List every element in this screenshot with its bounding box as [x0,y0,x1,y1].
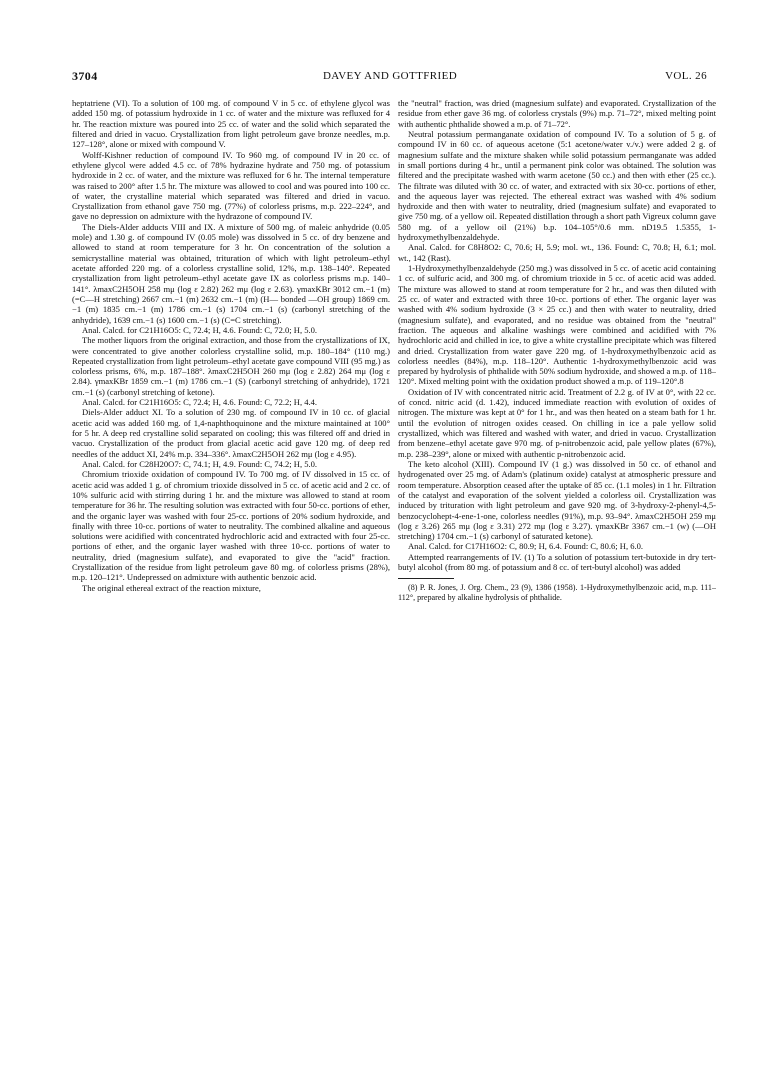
paragraph: Anal. Calcd. for C8H8O2: C, 70.6; H, 5.9; mol. wt., 136. Found: C, 70.8; H, 6.1; mol. wt., 142 (Rast). [398,242,716,263]
paragraph: The original ethereal extract of the reaction mixture, [82,582,261,593]
right-column [398,98,716,1058]
left-column [72,98,390,1058]
footnote: (8) P. R. Jones, J. Org. Chem., 23 (9), 1386 (1958). 1-Hydroxymethylbenzoic acid, m.p. 111–112°, prepared by alkaline hydrolysis of phthalide. [398,583,716,603]
paragraph: Neutral potassium permanganate oxidation of compound IV. To a solution of 5 g. of compound IV in 60 cc. of aqueous acetone (5:1 acetone/water v./v.) were added 2 g. of magnesium sulfate and the mixture shaken while solid potassium permanganate was added in small portions during 4 hr., until a permanent pink color was obtained. The solution was filtered and the precipitate washed with warm acetone (50 cc.) and then with ether (25 cc.). The filtrate was diluted with 30 cc. of water, and extracted with six 30-cc. portions of ether, and the aqueous layer was rejected. The ethereal extract was washed with 4% sodium hydroxide and then with water to neutrality, dried (magnesium sulfate) and evaporated to give 750 mg. of a yellow oil. Repeated distillation through a short path Vigreux column gave 580 mg. of a yellow oil (21%) b.p. 104–105°/0.6 mm. nD19.5 1.5355, 1-hydroxymethylbenzaldehyde. [398,128,716,243]
paragraph: Anal. Calcd. for C21H16O5: C, 72.4; H, 4.6. Found: C, 72.2; H, 4.4. [82,397,318,408]
running-head: DAVEY AND GOTTFRIED [322,70,458,82]
paragraph: Anal. Calcd. for C17H16O2: C, 80.9; H, 6.4. Found: C, 80.6; H, 6.0. [408,541,644,552]
paragraph: Attempted rearrangements of IV. (1) To a solution of potassium tert-butoxide in dry tert-butyl alcohol (from 80 mg. of potassium and 8 cc. of tert-butyl alcohol) was added [398,551,716,573]
paragraph: Anal. Calcd. for C21H16O5: C, 72.4; H, 4.6. Found: C, 72.0; H, 5.0. [82,324,318,335]
paragraph: Oxidation of IV with concentrated nitric acid. Treatment of 2.2 g. of IV at 0°, with 22 cc. of concd. nitric acid (d. 1.42), induced immediate reaction with evolution of oxides of nitrogen. The mixture was kept at 0° for 1 hr., and was then heated on a steam bath for 1 hr. until the evolution of nitrogen oxides ceased. On chilling in ice a pale yellow solid crystallized, which was filtered and washed with water, and dried in vacuo. Crystallization from benzene–ethyl acetate gave 970 mg. of p-nitrobenzoic acid, pale yellow plates (67%), m.p. 238–239°, alone or mixed with authentic p-nitrobenzoic acid. [398,386,716,459]
paragraph: The keto alcohol (XIII). Compound IV (1 g.) was dissolved in 50 cc. of ethanol and hydrogenated over 25 mg. of Adam's (platinum oxide) catalyst at atmospheric pressure and room temperature. Absorption ceased after the uptake of 85 cc. (1.1 moles) in 1 hr. Filtration of the catalyst and evaporation of the solvent yielded a colorless oil. Crystallization was induced by trituration with light petroleum and gave 920 mg. of 3-hydroxy-2-phenyl-4,5-benzocyclohept-4-ene-1-one, colorless needles (91%), m.p. 93–94°. λmaxC2H5OH 259 mμ (log ε 3.26) 265 mμ (log ε 3.31) 272 mμ (log ε 3.27). γmaxKBr 3367 cm.−1 (w) (—OH stretching) 1704 cm.−1 (s) carbonyl of saturated ketone). [398,458,716,542]
footnote-rule [398,578,454,579]
paragraph: The mother liquors from the original extraction, and those from the crystallizations of IX, were concentrated to give another colorless crystalline solid, m.p. 180–184° (110 mg.) Repeated crystallization from light petroleum–ethyl acetate gave compound VIII (95 mg.) as colorless prisms, 6%, m.p. 187–188°. λmaxC2H5OH 260 mμ (log ε 2.82) 264 mμ (log ε 2.84). γmaxKBr 1859 cm.−1 (m) 1786 cm.−1 (S) (carbonyl stretching of anhydride), 1721 cm.−1 (s) (carbonyl stretching of ketone). [72,335,390,397]
paragraph: The Diels-Alder adducts VIII and IX. A mixture of 500 mg. of maleic anhydride (0.05 mole) and 1.30 g. of compound IV (0.05 mole) was dissolved in 5 cc. of dry benzene and allowed to stand at room temperature for 3 hr. On concentration of the solution a semicrystalline material was obtained, trituration of which with light petroleum–ethyl acetate afforded 220 mg. of a colorless crystalline solid, 12%, m.p. 138–140°. Repeated crystallization from light petroleum–ethyl acetate gave IX as colorless prisms m.p. 140–141°. λmaxC2H5OH 258 mμ (log ε 2.82) 262 mμ (log ε 2.63). γmaxKBr 3012 cm.−1 (m) (=C—H stretching) 2667 cm.−1 (m) 2632 cm.−1 (m) (H— bonded —OH group) 1869 cm.−1 (m) 1835 cm.−1 (m) 1786 cm.−1 (s) 1704 cm.−1 (s) (carbonyl stretching of the anhydride), 1639 cm.−1 (s) 1600 cm.−1 (s) (C=C stretching). [72,221,390,325]
page-number: 3704 [72,69,98,83]
paragraph: Chromium trioxide oxidation of compound IV. To 700 mg. of IV dissolved in 15 cc. of acetic acid was added 1 g. of chromium trioxide dissolved in 5 cc. of acetic acid and 2 cc. of 10% sulfuric acid with stirring during 1 hr. and the mixture was allowed to stand at room temperature for 36 hr. The resulting solution was extracted with four 50-cc. portions of ether, and the organic layer was washed with four 25-cc. portions of 20% sodium hydroxide, and finally with three 10-cc. portions of water to neutrality. The combined alkaline and aqueous solutions were acidified with concentrated hydrochloric acid and extracted with four 25-cc. portions of ether, and the organic layer washed with three 10-cc. portions of water to neutrality, dried (magnesium sulfate), and evaporated to give the "acid" fraction. Crystallization of the residue from light petroleum gave 80 mg. of colorless prisms (28%), m.p. 120–121°. Undepressed on admixture with authentic benzoic acid. [72,469,390,583]
running-header [0,70,780,86]
paragraph: heptatriene (VI). To a solution of 100 mg. of compound V in 5 cc. of ethylene glycol was added 150 mg. of potassium hydroxide in 1 cc. of water and the mixture was refluxed for 4 hr. The reaction mixture was poured into 25 cc. of water and the solid which separated the filtered and dried in vacuo. Crystallization from light petroleum gave bronze needles, m.p. 127–128°, alone or mixed with compound V. [72,98,390,150]
paragraph: Wolff-Kishner reduction of compound IV. To 960 mg. of compound IV in 20 cc. of ethylene glycol were added 4.5 cc. of 78% hydrazine hydrate and 750 mg. of potassium hydroxide in 2 cc. of water, and the mixture was refluxed for 6 hr. The internal temperature was raised to 200° after 1.5 hr. The mixture was allowed to cool and was poured into 100 cc. of water, the crystalline material which separated was filtered and dried in vacuo. Crystallization from ethanol gave 750 mg. (77%) of colorless prisms, m.p. 222–224°, and gave no depression on admixture with the hydrazone of compound IV. [72,149,390,222]
paragraph: 1-Hydroxymethylbenzaldehyde (250 mg.) was dissolved in 5 cc. of acetic acid containing 1 cc. of sulfuric acid, and 300 mg. of chromium trioxide in 5 cc. of acetic acid was added. The mixture was allowed to stand at room temperature for 2 hr., and was then diluted with 25 cc. of water and extracted with three 10-cc. portions of ether. The organic layer was washed with 4% sodium hydroxide (3 × 25 cc.) and then with water to neutrality, dried (magnesium sulfate), and evaporated, and no residue was obtained from the "neutral" fraction. The aqueous and alkaline washings were combined and acidified with 7% hydrochloric acid and chilled in ice, to give a white crystalline precipitate which was filtered and dried. Crystallization from water gave 220 mg. of 1-hydroxymethylbenzoic acid as colorless needles (84%), m.p. 118–120°. Authentic 1-hydroxymethylbenzoic acid was prepared by hydrolysis of phthalide with 50% sodium hydroxide, and showed a m.p. of 118–120°. Mixed melting point with the oxidation product showed a m.p. of 119–120°.8 [398,263,716,387]
paragraph: Anal. Calcd. for C28H20O7: C, 74.1; H, 4.9. Found: C, 74.2; H, 5.0. [82,458,318,469]
paragraph: Diels-Alder adduct XI. To a solution of 230 mg. of compound IV in 10 cc. of glacial acetic acid was added 160 mg. of 1,4-naphthoquinone and the mixture maintained at 100° for 5 hr. A deep red crystalline solid separated on cooling; this was filtered off and dried in vacuo. Crystallization of the product from glacial acetic acid gave 120 mg. of deep red needles of the adduct XI, 24% m.p. 334–336°. λmaxC2H5OH 262 mμ (log ε 4.95). [72,407,390,459]
paragraph: the "neutral" fraction, was dried (magnesium sulfate) and evaporated. Crystallization of the residue from ether gave 36 mg. of colorless crystals (9%) m.p. 71–72°, mixed melting point with authentic phthalide showed a m.p. of 71–72°. [398,98,716,129]
volume-label: VOL. 26 [665,70,707,82]
